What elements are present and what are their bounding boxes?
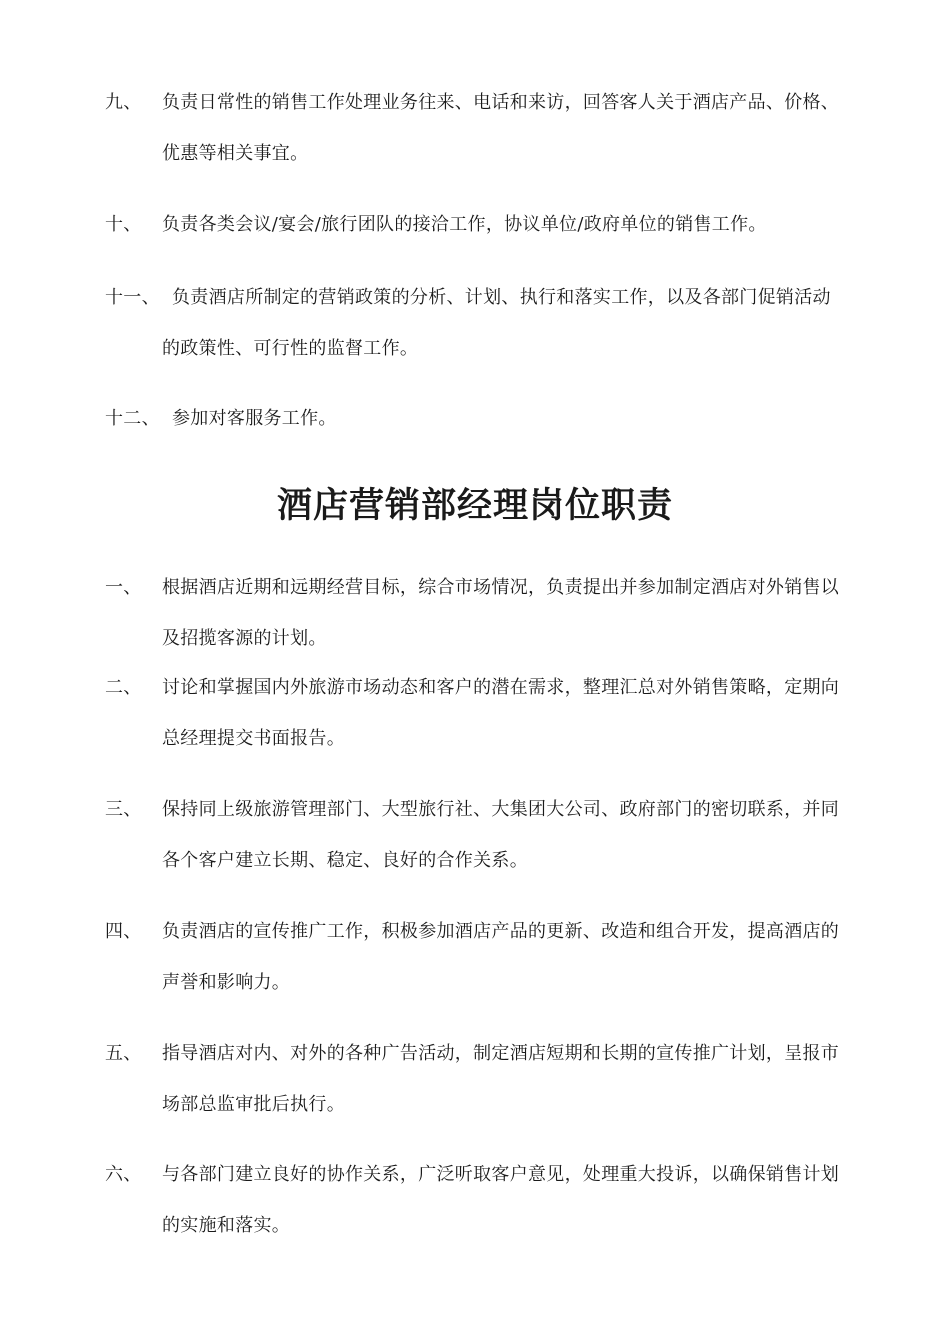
item-number: 十二、 xyxy=(105,408,160,429)
item-text: 根据酒店近期和远期经营目标，综合市场情况，负责提出并参加制定酒店对外销售以及招揽客源的计划。 xyxy=(162,577,840,649)
item-number: 六、 xyxy=(105,1164,142,1185)
item-text: 与各部门建立良好的协作关系，广泛听取客户意见，处理重大投诉，以确保销售计划的实施和落实。 xyxy=(162,1164,840,1236)
list-item-4 xyxy=(105,906,845,1008)
list-item-3 xyxy=(105,784,845,886)
list-item-2 xyxy=(105,662,845,764)
item-text: 讨论和掌握国内外旅游市场动态和客户的潜在需求，整理汇总对外销售策略，定期向总经理提交书面报告。 xyxy=(162,677,840,749)
item-number: 九、 xyxy=(105,92,142,113)
item-number: 十一、 xyxy=(105,287,160,308)
list-item-12 xyxy=(105,393,845,444)
page-title: 酒店营销部经理岗位职责 xyxy=(276,485,673,526)
item-text: 负责各类会议/宴会/旅行团队的接洽工作，协议单位/政府单位的销售工作。 xyxy=(162,214,767,235)
item-number: 一、 xyxy=(105,577,142,598)
item-number: 三、 xyxy=(105,799,142,820)
item-text: 负责酒店的宣传推广工作，积极参加酒店产品的更新、改造和组合开发，提高酒店的声誉和影响力。 xyxy=(162,921,840,993)
list-item-6 xyxy=(105,1149,845,1251)
item-text: 负责酒店所制定的营销政策的分析、计划、执行和落实工作，以及各部门促销活动的政策性、可行性的监督工作。 xyxy=(162,287,831,359)
item-text: 指导酒店对内、对外的各种广告活动，制定酒店短期和长期的宣传推广计划，呈报市场部总监审批后执行。 xyxy=(162,1043,840,1115)
item-number: 五、 xyxy=(105,1043,142,1064)
item-text: 负责日常性的销售工作处理业务往来、电话和来访，回答客人关于酒店产品、价格、优惠等相关事宜。 xyxy=(162,92,840,164)
item-text: 参加对客服务工作。 xyxy=(172,408,337,429)
list-item-9 xyxy=(105,77,845,179)
list-item-1 xyxy=(105,562,845,664)
item-number: 四、 xyxy=(105,921,142,942)
list-item-5 xyxy=(105,1028,845,1130)
item-number: 十、 xyxy=(105,214,142,235)
item-text: 保持同上级旅游管理部门、大型旅行社、大集团大公司、政府部门的密切联系，并同各个客户建立长期、稳定、良好的合作关系。 xyxy=(162,799,840,871)
list-item-11 xyxy=(105,272,845,374)
list-item-10 xyxy=(105,199,845,250)
item-number: 二、 xyxy=(105,677,142,698)
